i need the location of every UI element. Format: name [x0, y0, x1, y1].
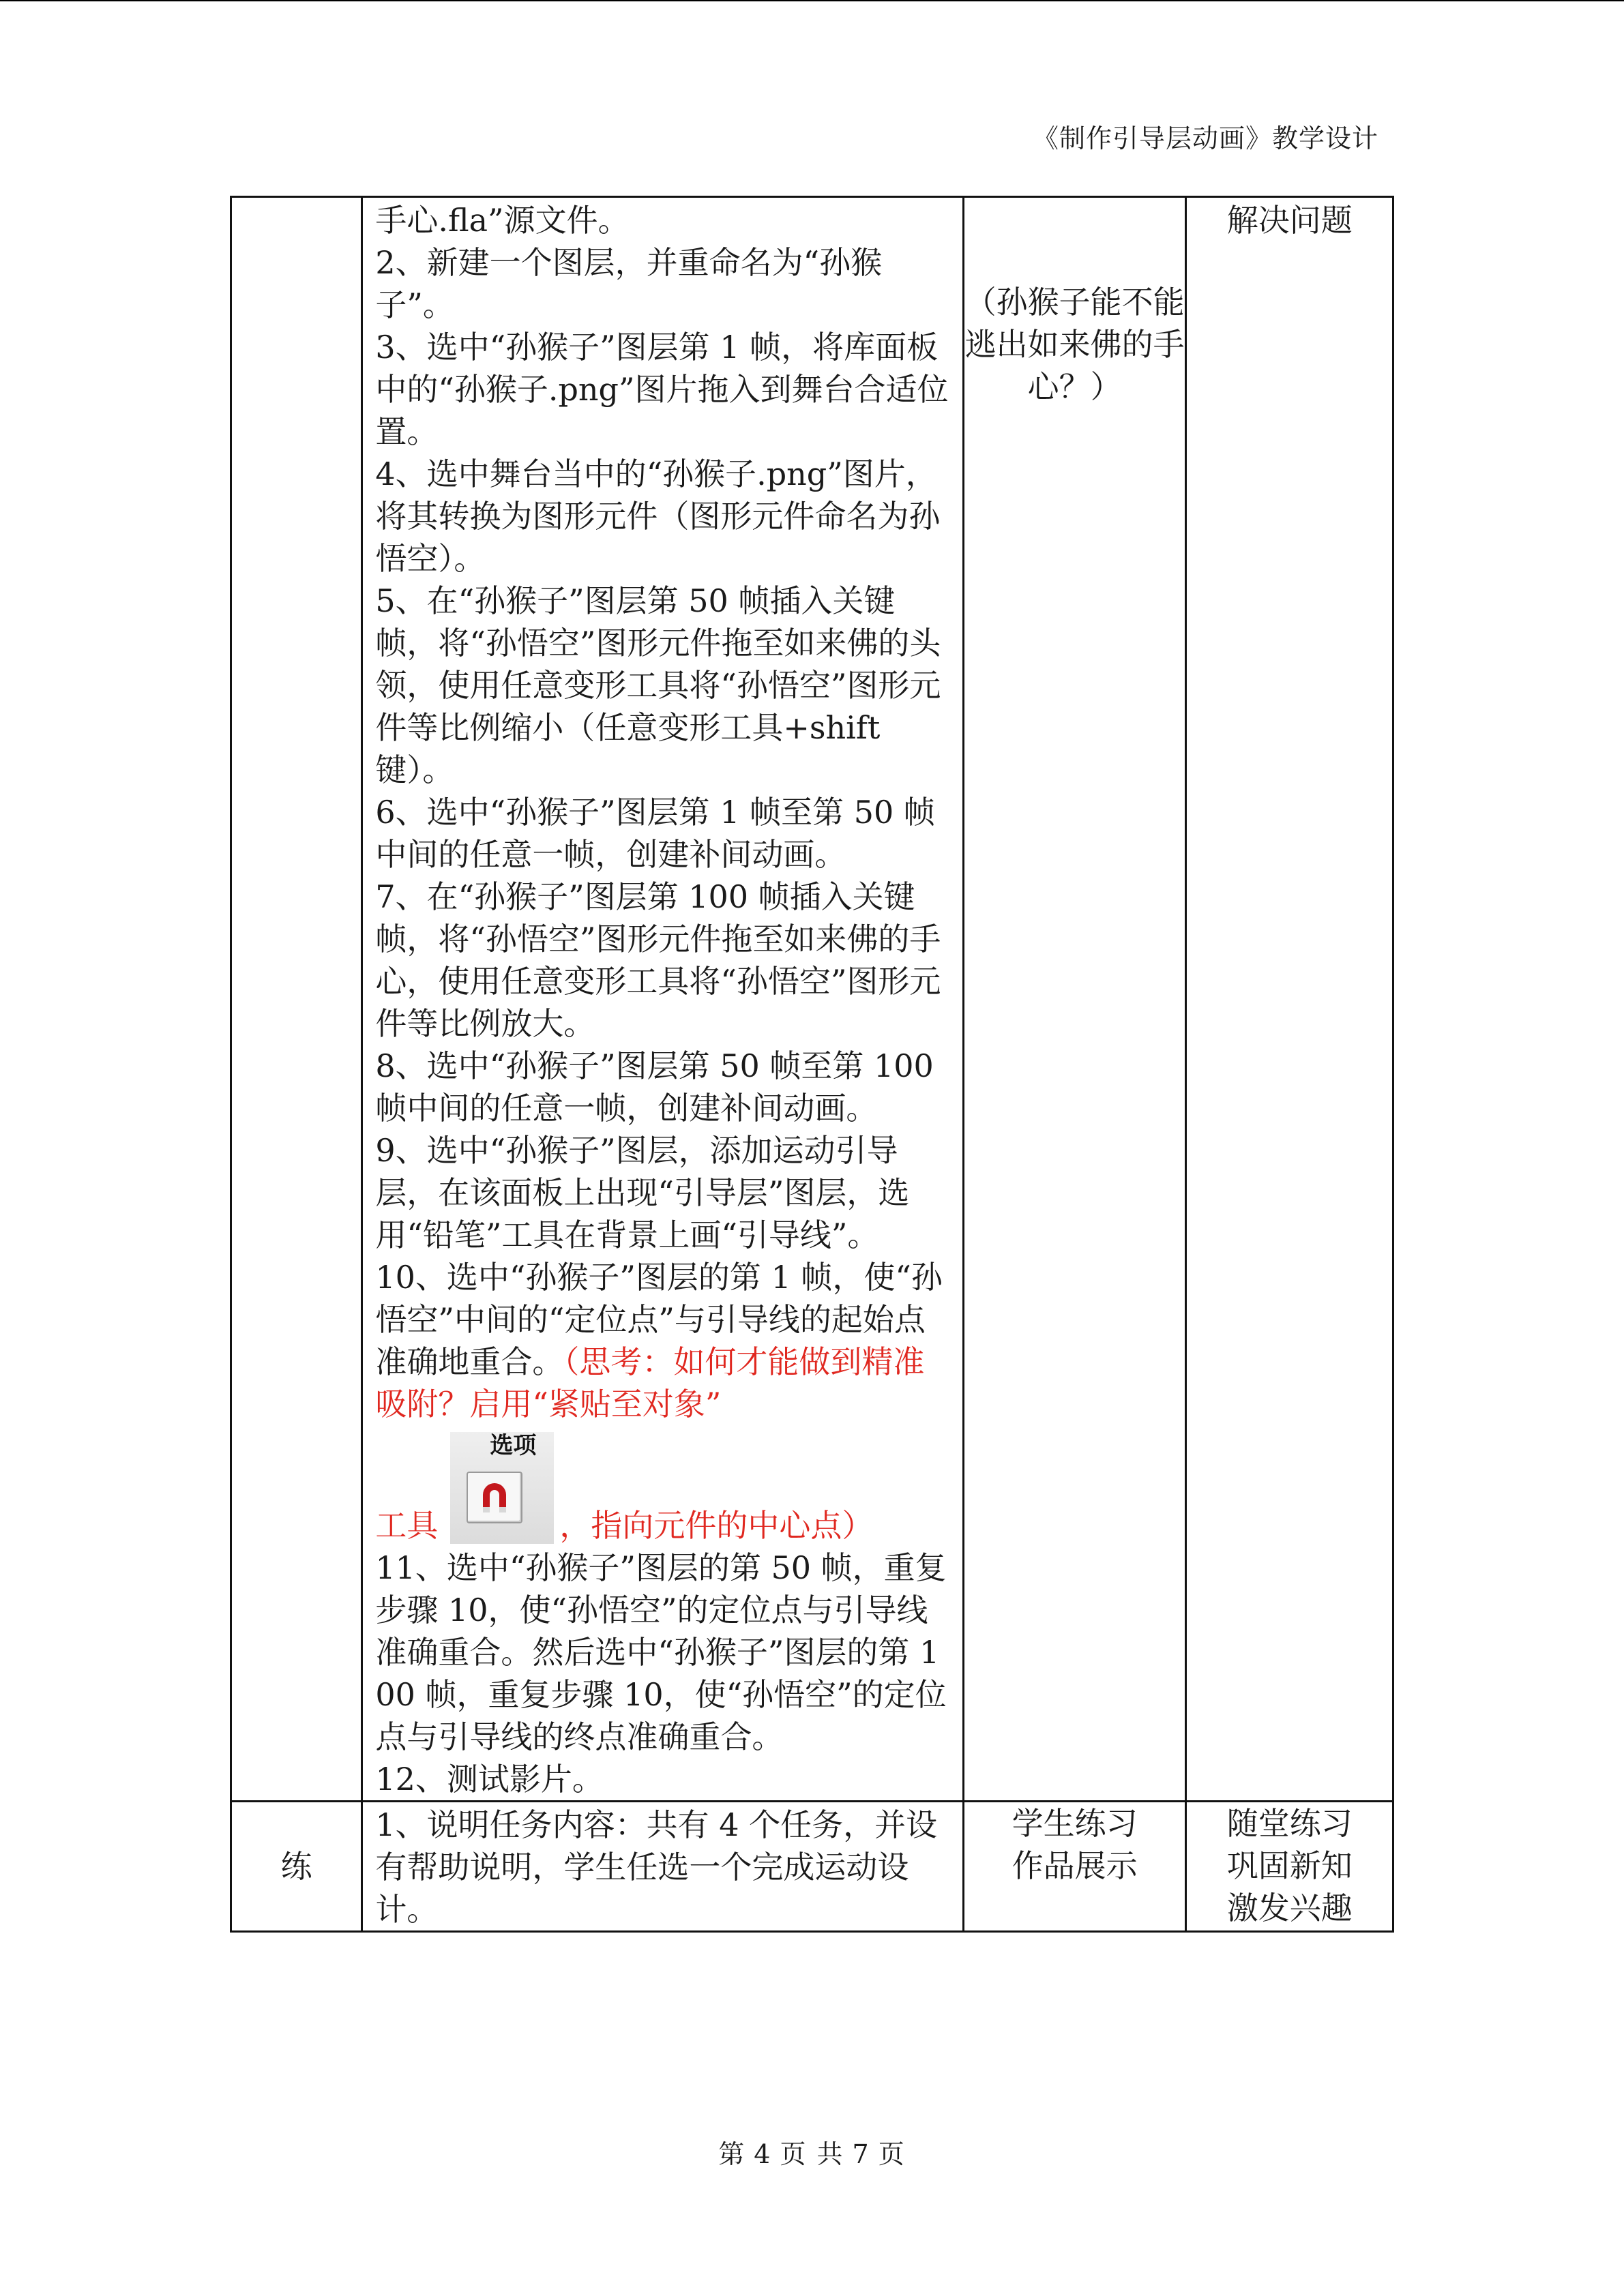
step-10-text: 10、选中“孙猴子”图层的第 1 帧，使“孙悟空”中间的“定位点”与引导线的起始点准确地重合。 [375, 1259, 943, 1380]
step-item-6: 6、选中“孙猴子”图层第 1 帧至第 50 帧中间的任意一帧，创建补间动画。 [375, 794, 935, 873]
footer-mid: 页 共 [780, 2139, 844, 2169]
page-footer [0, 2133, 1624, 2171]
step-item-11: 11、选中“孙猴子”图层的第 50 帧，重复步骤 10，使“孙悟空”的定位点与引导线准确重合。然后选中“孙猴子”图层的第 100 帧，重复步骤 10，使“孙悟空”的定位点与引导线的终点准确重合。 [375, 1549, 947, 1755]
step-item-2: 2、新建一个图层，并重命名为“孙猴子”。 [375, 244, 883, 323]
snap-to-objects-panel [450, 1432, 554, 1544]
practice-task-text: 1、说明任务内容：共有 4 个任务，并设有帮助说明，学生任选一个完成运动设计。 [375, 1806, 938, 1928]
practice-purpose-cell [1186, 1802, 1393, 1932]
lesson-plan-table [230, 196, 1394, 1933]
top-border-line [0, 0, 1624, 1]
step-item-10 [375, 1256, 953, 1425]
footer-prefix: 第 [718, 2139, 746, 2169]
practice-purpose-line-3: 激发兴趣 [1226, 1890, 1353, 1926]
options-panel-label: 选项 [490, 1432, 537, 1459]
footer-total-pages: 7 [852, 2139, 870, 2169]
student-activity-cell [963, 197, 1186, 1802]
page-header-title: 《制作引导层动画》教学设计 [1032, 123, 1378, 153]
footer-page-number: 4 [754, 2139, 772, 2169]
practice-student-line-2: 作品展示 [1012, 1847, 1138, 1884]
stage-cell-practice: 练 [231, 1802, 362, 1932]
step-item-8: 8、选中“孙猴子”图层第 50 帧至第 100 帧中间的任意一帧，创建补间动画。 [375, 1047, 934, 1127]
practice-purpose-line-1: 随堂练习 [1226, 1805, 1353, 1842]
tool-prefix-text: 工具 [375, 1507, 439, 1544]
step-item-12: 12、测试影片。 [375, 1761, 604, 1798]
step-item-7: 7、在“孙猴子”图层第 100 帧插入关键帧，将“孙悟空”图形元件拖至如来佛的手心，使用任意变形工具将“孙悟空”图形元件等比例放大。 [375, 878, 941, 1042]
practice-student-line-1: 学生练习 [1012, 1805, 1138, 1842]
step-item-5: 5、在“孙猴子”图层第 50 帧插入关键帧，将“孙悟空”图形元件拖至如来佛的头领，使用任意变形工具将“孙悟空”图形元件等比例缩小（任意变形工具+shift 键）。 [375, 582, 941, 788]
footer-suffix: 页 [878, 2139, 906, 2169]
tool-suffix-text: ，指向元件的中心点） [559, 1507, 874, 1544]
student-question: （孙猴子能不能逃出如来佛的手心？） [964, 284, 1185, 405]
purpose-text: 解决问题 [1226, 202, 1353, 239]
purpose-cell [1186, 197, 1393, 1802]
practice-content-cell [362, 1802, 964, 1932]
step-10-hint: （思考：如何才能做到精准吸附？启用“紧贴至对象” [375, 1343, 925, 1422]
table-row-practice [231, 1802, 1393, 1932]
step-item-3: 3、选中“孙猴子”图层第 1 帧，将库面板中的“孙猴子.png”图片拖入到舞台合适位置。 [375, 329, 949, 450]
stage-cell-empty [231, 197, 362, 1802]
table-row-steps [231, 197, 1393, 1802]
snap-to-objects-button [467, 1472, 522, 1523]
practice-purpose-line-2: 巩固新知 [1226, 1847, 1353, 1884]
step-item-1: 手心.fla”源文件。 [375, 202, 630, 239]
magnet-icon [468, 1473, 521, 1522]
step-item-9: 9、选中“孙猴子”图层，添加运动引导层，在该面板上出现“引导层”图层，选用“铅笔”工具在背景上画“引导线”。 [375, 1132, 910, 1253]
practice-student-cell [963, 1802, 1186, 1932]
steps-cell [362, 197, 964, 1802]
step-item-4: 4、选中舞台当中的“孙猴子.png”图片，将其转换为图形元件（图形元件命名为孙悟空）。 [375, 456, 941, 577]
snap-tool-line [375, 1432, 953, 1547]
